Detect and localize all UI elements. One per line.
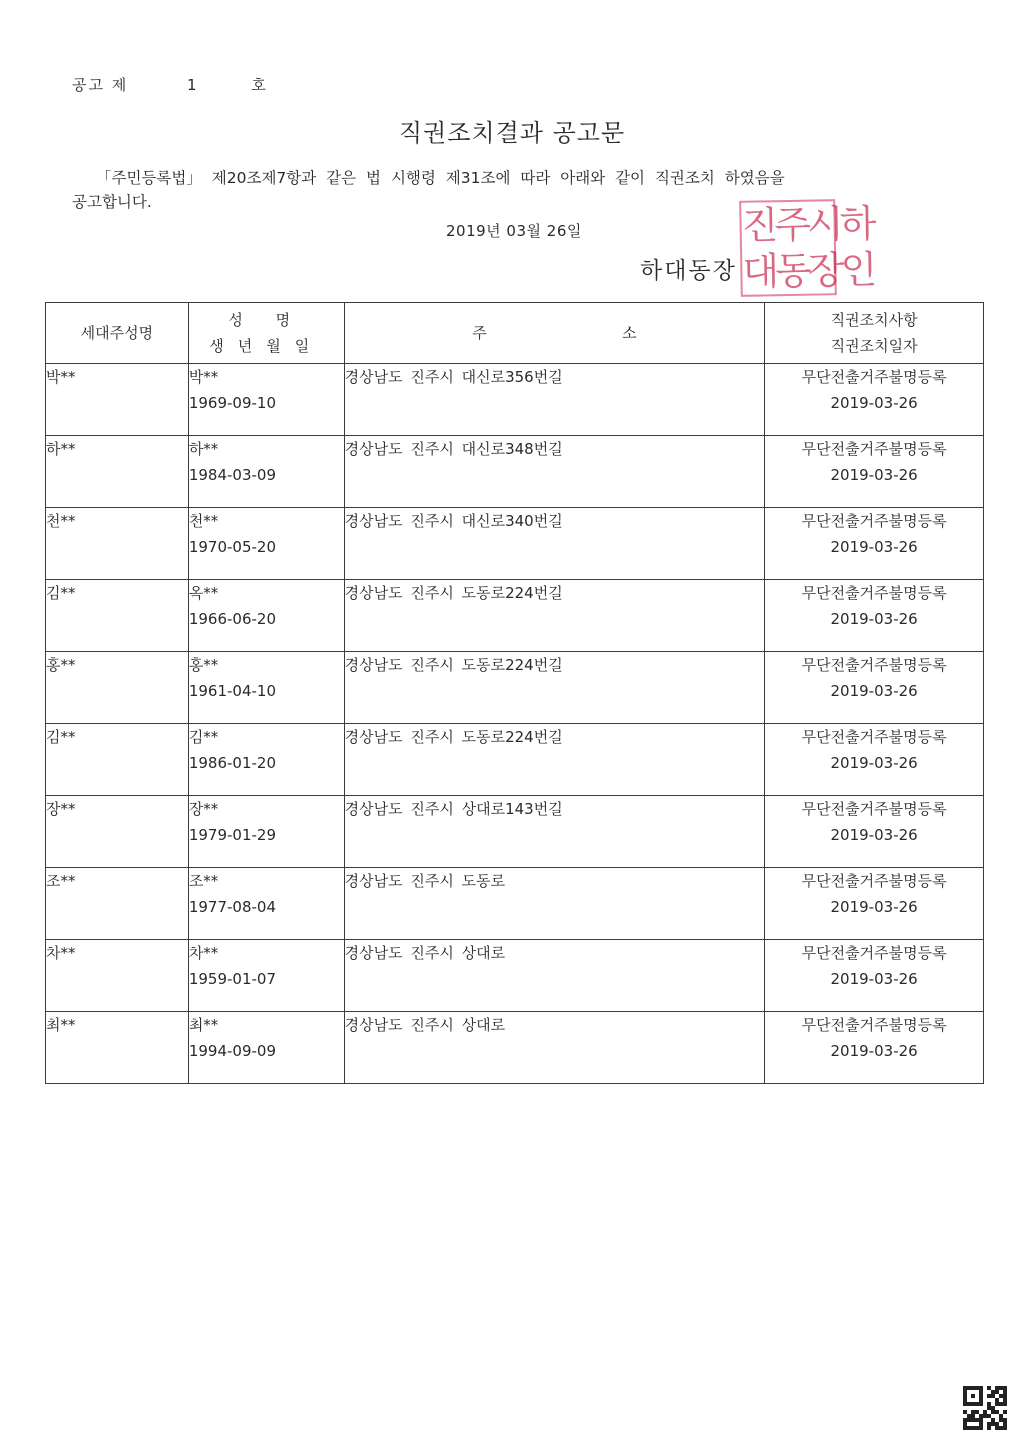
household-head-cell — [46, 652, 189, 724]
address-text: 경상남도 진주시 대신로348번길 — [344, 440, 563, 458]
household-head-name: 박** — [46, 368, 76, 386]
header-action-date: 직권조치일자 — [830, 337, 918, 355]
household-head-cell — [46, 724, 189, 796]
action-date: 2019-03-26 — [830, 754, 918, 772]
household-head-name: 천** — [46, 512, 76, 530]
person-name: 천** — [188, 512, 219, 530]
person-cell — [188, 652, 344, 724]
action-date: 2019-03-26 — [830, 610, 918, 628]
notice-suffix: 호 — [251, 76, 268, 94]
action-cell — [765, 724, 984, 796]
person-cell — [188, 724, 344, 796]
header-address — [344, 303, 765, 364]
person-name: 옥** — [188, 584, 219, 602]
header-address-right: 소 — [622, 324, 637, 342]
household-head-cell — [46, 868, 189, 940]
person-birth: 1966-06-20 — [188, 610, 276, 628]
table-header-row — [46, 303, 984, 364]
action-date: 2019-03-26 — [830, 826, 918, 844]
person-birth: 1986-01-20 — [188, 754, 276, 772]
action-date: 2019-03-26 — [830, 466, 918, 484]
qr-code-icon — [963, 1386, 1007, 1428]
person-birth: 1970-05-20 — [188, 538, 276, 556]
person-name: 김** — [188, 728, 219, 746]
action-date: 2019-03-26 — [830, 394, 918, 412]
person-name: 하** — [188, 440, 219, 458]
action-item: 무단전출거주불명등록 — [801, 800, 947, 818]
household-head-name: 김** — [46, 728, 76, 746]
address-text: 경상남도 진주시 도동로224번길 — [344, 584, 563, 602]
address-text: 경상남도 진주시 도동로224번길 — [344, 728, 563, 746]
action-date: 2019-03-26 — [830, 682, 918, 700]
address-cell — [344, 796, 765, 868]
action-cell — [765, 508, 984, 580]
person-name: 조** — [188, 872, 219, 890]
action-cell — [765, 940, 984, 1012]
address-text: 경상남도 진주시 상대로 — [344, 1016, 506, 1034]
household-head-name: 홍** — [46, 656, 76, 674]
action-item: 무단전출거주불명등록 — [801, 944, 947, 962]
action-date: 2019-03-26 — [830, 538, 918, 556]
header-household-head: 세대주성명 — [46, 303, 189, 364]
action-cell — [765, 652, 984, 724]
household-head-cell — [46, 436, 189, 508]
seal-line-1: 진주시하 — [741, 201, 873, 248]
person-name: 최** — [188, 1016, 219, 1034]
person-cell — [188, 796, 344, 868]
action-item: 무단전출거주불명등록 — [801, 872, 947, 890]
action-item: 무단전출거주불명등록 — [801, 728, 947, 746]
household-head-cell — [46, 940, 189, 1012]
action-cell — [765, 580, 984, 652]
person-birth: 1994-09-09 — [188, 1042, 276, 1060]
address-cell — [344, 652, 765, 724]
person-birth: 1961-04-10 — [188, 682, 276, 700]
notice-date: 2019년 03월 26일 — [446, 222, 582, 240]
address-text: 경상남도 진주시 상대로 — [344, 944, 506, 962]
household-head-name: 김** — [46, 584, 76, 602]
household-head-cell — [46, 508, 189, 580]
action-date: 2019-03-26 — [830, 1042, 918, 1060]
table-row — [46, 796, 984, 868]
header-action — [765, 303, 984, 364]
notice-number-line — [72, 74, 268, 95]
header-address-left: 주 — [472, 324, 487, 342]
notice-label: 공고 제 — [72, 76, 129, 94]
action-date: 2019-03-26 — [830, 970, 918, 988]
action-item: 무단전출거주불명등록 — [801, 584, 947, 602]
result-table — [45, 302, 984, 1084]
person-birth: 1969-09-10 — [188, 394, 276, 412]
household-head-name: 조** — [46, 872, 76, 890]
action-date: 2019-03-26 — [830, 898, 918, 916]
address-cell — [344, 436, 765, 508]
address-text: 경상남도 진주시 상대로143번길 — [344, 800, 563, 818]
action-cell — [765, 1012, 984, 1084]
person-birth: 1984-03-09 — [188, 466, 276, 484]
table-row — [46, 652, 984, 724]
notice-body-line-2: 공고합니다. — [72, 193, 152, 211]
address-cell — [344, 580, 765, 652]
address-text: 경상남도 진주시 대신로340번길 — [344, 512, 563, 530]
notice-number: 1 — [187, 76, 199, 94]
address-cell — [344, 508, 765, 580]
household-head-cell — [46, 580, 189, 652]
person-name: 박** — [188, 368, 219, 386]
action-cell — [765, 364, 984, 436]
household-head-name: 최** — [46, 1016, 76, 1034]
header-name-birth — [188, 303, 344, 364]
person-cell — [188, 1012, 344, 1084]
person-cell — [188, 364, 344, 436]
action-cell — [765, 796, 984, 868]
header-birth: 생년월일 — [209, 337, 324, 355]
person-cell — [188, 868, 344, 940]
address-cell — [344, 724, 765, 796]
person-name: 차** — [188, 944, 219, 962]
table-row — [46, 508, 984, 580]
address-cell — [344, 868, 765, 940]
table-row — [46, 1012, 984, 1084]
address-text: 경상남도 진주시 도동로 — [344, 872, 506, 890]
header-action-item: 직권조치사항 — [830, 311, 918, 329]
household-head-cell — [46, 1012, 189, 1084]
household-head-cell — [46, 796, 189, 868]
signer-title: 하대동장 — [640, 258, 737, 284]
person-name: 장** — [188, 800, 219, 818]
person-cell — [188, 508, 344, 580]
person-name: 홍** — [188, 656, 219, 674]
seal-line-2: 대동장인 — [742, 247, 874, 294]
header-name: 성 명 — [228, 311, 305, 329]
action-item: 무단전출거주불명등록 — [801, 440, 947, 458]
action-cell — [765, 868, 984, 940]
person-cell — [188, 436, 344, 508]
household-head-name: 차** — [46, 944, 76, 962]
table-row — [46, 436, 984, 508]
household-head-name: 하** — [46, 440, 76, 458]
person-birth: 1977-08-04 — [188, 898, 276, 916]
table-row — [46, 940, 984, 1012]
household-head-name: 장** — [46, 800, 76, 818]
document-title: 직권조치결과 공고문 — [398, 119, 626, 147]
person-birth: 1959-01-07 — [188, 970, 276, 988]
table-row — [46, 580, 984, 652]
official-seal — [739, 199, 874, 297]
action-item: 무단전출거주불명등록 — [801, 512, 947, 530]
table-row — [46, 364, 984, 436]
table-row — [46, 868, 984, 940]
address-cell — [344, 940, 765, 1012]
action-item: 무단전출거주불명등록 — [801, 368, 947, 386]
address-text: 경상남도 진주시 도동로224번길 — [344, 656, 563, 674]
person-cell — [188, 580, 344, 652]
person-birth: 1979-01-29 — [188, 826, 276, 844]
address-text: 경상남도 진주시 대신로356번길 — [344, 368, 563, 386]
notice-body-line-1: 「주민등록법」 제20조제7항과 같은 법 시행령 제31조에 따라 아래와 같이 직권조치 하였음을 — [96, 169, 785, 187]
address-cell — [344, 1012, 765, 1084]
action-cell — [765, 436, 984, 508]
address-cell — [344, 364, 765, 436]
person-cell — [188, 940, 344, 1012]
action-item: 무단전출거주불명등록 — [801, 1016, 947, 1034]
action-item: 무단전출거주불명등록 — [801, 656, 947, 674]
household-head-cell — [46, 364, 189, 436]
table-row — [46, 724, 984, 796]
